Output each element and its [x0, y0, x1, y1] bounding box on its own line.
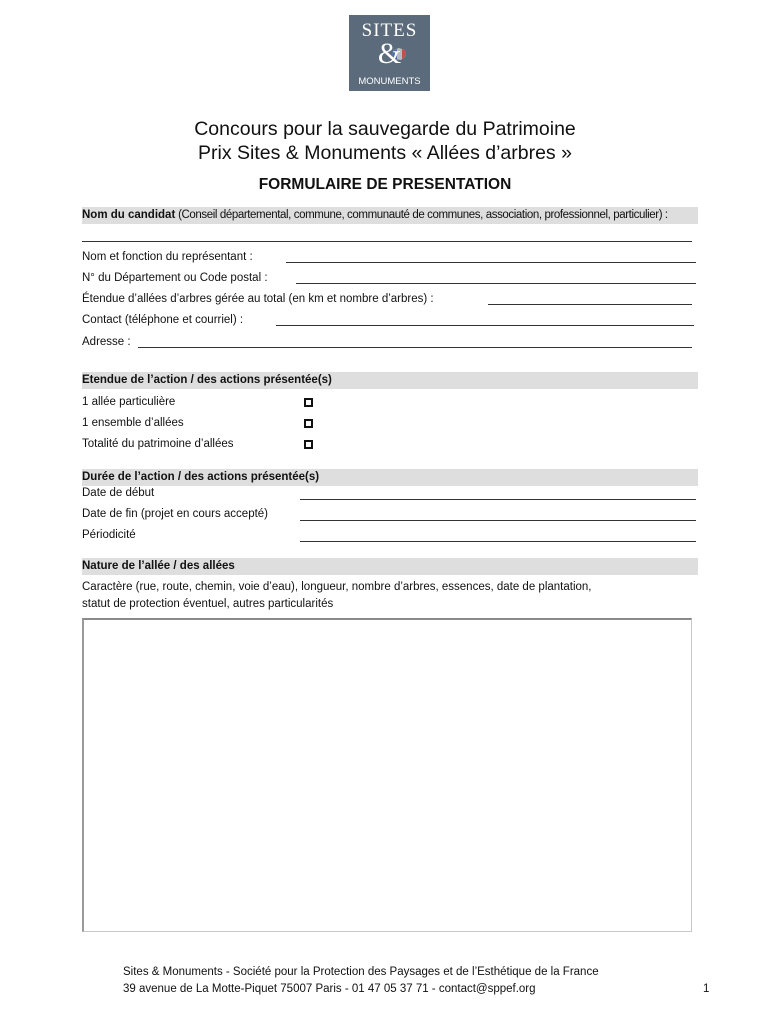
department-label: N° du Département ou Code postal : — [82, 272, 268, 284]
page-number: 1 — [703, 983, 710, 995]
logo-ampersand: & — [377, 37, 402, 70]
duration-heading: Durée de l’action / des actions présentée(s) — [82, 471, 320, 483]
address-field — [82, 335, 131, 350]
extent-label: Étendue d’allées d’arbres gérée au total (en km et nombre d’arbres) : — [82, 293, 434, 305]
address-label: Adresse : — [82, 336, 131, 348]
candidate-heading — [82, 207, 668, 224]
scope-option-group-checkbox[interactable] — [304, 419, 313, 428]
scope-option-all-label: Totalité du patrimoine d’allées — [82, 438, 234, 450]
candidate-label: Nom du candidat — [82, 209, 176, 221]
sites-monuments-logo — [349, 15, 430, 91]
address-input-line[interactable] — [138, 347, 692, 348]
end-date-input-line[interactable] — [300, 520, 696, 521]
periodicity-label: Périodicité — [82, 529, 136, 541]
representative-input-line[interactable] — [286, 262, 696, 263]
title-line-1: Concours pour la sauvegarde du Patrimoine — [194, 118, 576, 140]
footer-line-2: 39 avenue de La Motte-Piquet 75007 Paris - 01 47 05 37 71 - contact@sppef.org — [123, 983, 536, 995]
nature-description-line-2: statut de protection éventuel, autres particularités — [82, 598, 334, 610]
contact-input-line[interactable] — [276, 325, 694, 326]
scope-option-all-checkbox[interactable] — [304, 440, 313, 449]
nature-description-line-1: Caractère (rue, route, chemin, voie d’eau), longueur, nombre d’arbres, essences, date de plantation, — [82, 581, 592, 593]
start-date-input-line[interactable] — [300, 499, 696, 500]
department-field — [82, 271, 268, 286]
contact-label: Contact (téléphone et courriel) : — [82, 314, 244, 326]
nature-heading: Nature de l’allée / des allées — [82, 560, 235, 572]
extent-input-line[interactable] — [488, 304, 692, 305]
logo-text-sites: SITES — [361, 20, 418, 41]
candidate-name-line[interactable] — [82, 241, 692, 242]
scope-option-group-label: 1 ensemble d’allées — [82, 417, 184, 429]
form-title: FORMULAIRE DE PRESENTATION — [258, 176, 512, 193]
candidate-hint: (Conseil départemental, commune, communauté de communes, association, professionnel, particulier) : — [175, 209, 668, 221]
representative-field — [82, 250, 253, 265]
extent-field — [82, 292, 434, 307]
title-line-2: Prix Sites & Monuments « Allées d’arbres » — [198, 142, 572, 164]
department-input-line[interactable] — [296, 283, 696, 284]
periodicity-input-line[interactable] — [300, 541, 696, 542]
scope-option-single-label: 1 allée particulière — [82, 396, 176, 408]
start-date-label: Date de début — [82, 487, 155, 499]
contact-field — [82, 313, 243, 328]
footer-line-1: Sites & Monuments - Société pour la Protection des Paysages et de l’Esthétique de la France — [123, 966, 599, 978]
logo-text-monuments: MONUMENTS — [358, 76, 421, 87]
nature-description-textarea[interactable] — [82, 618, 692, 932]
representative-label: Nom et fonction du représentant : — [82, 251, 253, 263]
scope-option-single-checkbox[interactable] — [304, 398, 313, 407]
end-date-label: Date de fin (projet en cours accepté) — [82, 508, 269, 520]
scope-heading: Etendue de l’action / des actions présentée(s) — [82, 374, 332, 386]
